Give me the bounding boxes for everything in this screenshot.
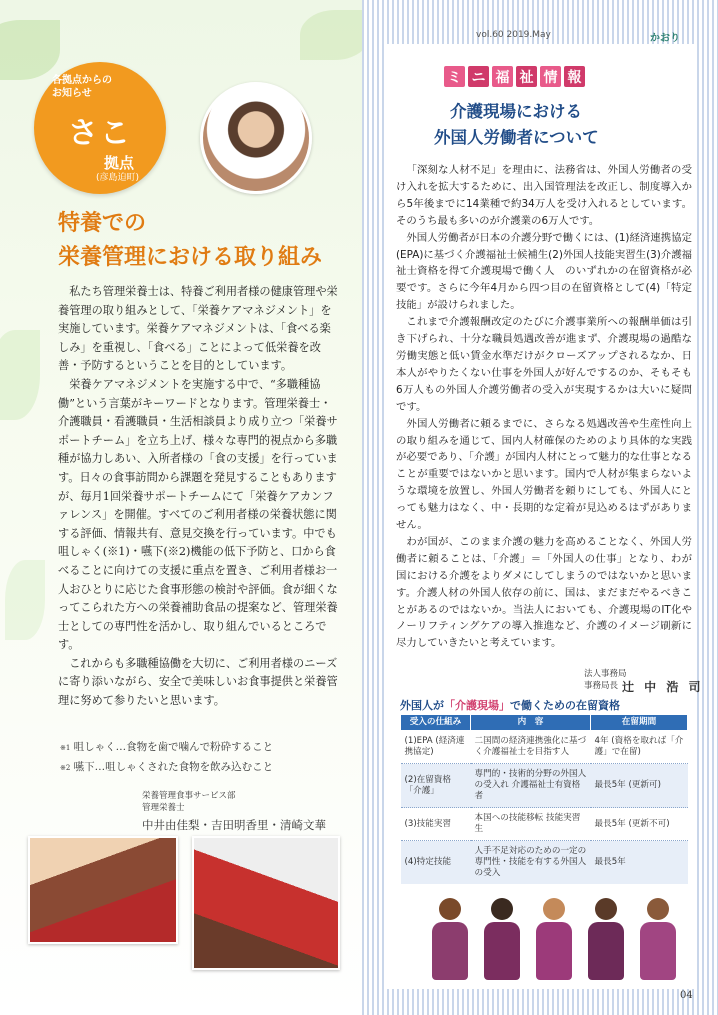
person-illustration — [536, 898, 572, 980]
author-signature — [142, 790, 326, 833]
signature-title: 事務局長 — [584, 681, 619, 691]
person-illustration — [484, 898, 520, 980]
paragraph: わが国が、このまま介護の魅力を高めることなく、外国人労働者に頼ることは、「介護」＝「外国人の仕事」となり、わが国における介護をよりダメにしてしまうのではないかと思います。介護人材の外国人依存の前に、国は、まだまだやるべきことがあるのではないか。当法人においても、介護現場のIT化やノーリフティングケアの導入推進など、介護のイメージ刷新に尽力していきたいと考えています。 — [396, 535, 692, 650]
footnote-text: 咀しゃく…食物を歯で噛んで粉砕すること — [73, 741, 274, 753]
table-header: 受入の仕組み — [401, 715, 471, 731]
leaf-decoration — [0, 20, 60, 80]
table-header: 在留期間 — [591, 715, 688, 731]
section-label-char: 祉 — [516, 66, 537, 87]
section-label-char: 情 — [540, 66, 561, 87]
table-cell: 4年 (資格を取れば「介護」で在留) — [591, 731, 688, 764]
section-label-char: 福 — [492, 66, 513, 87]
badge-location: (彦島迫町) — [96, 173, 140, 183]
meeting-photo — [28, 836, 178, 944]
footnotes — [60, 738, 273, 778]
magazine-name: かおり — [650, 33, 680, 44]
staff-photo — [192, 836, 340, 970]
paragraph: 外国人労働者が日本の介護分野で働くには、(1)経済連携協定(EPA)に基づく介護福祉士候補生(2)外国人技能実習生(3)介護福祉士資格を得て介護現場で働く人 のいずれかの在留資格が必要です。さらに今年4月から四つ目の在留資格として(4)「特定技能」が設けられました。 — [396, 231, 692, 312]
staff-portrait-photo — [200, 82, 312, 194]
paragraph: これからも多職種協働を大切に、ご利用者様のニーズに寄り添いながら、安全で美味しいお食事提供と栄養管理に努めて参りたいと思います。 — [58, 656, 338, 708]
paragraph: 私たち管理栄養士は、特養ご利用者様の健康管理や栄養管理の取り組みとして、「栄養ケアマネジメント」を実施しています。栄養ケアマネジメントは、「食べる楽しみ」を重視し、「食べる」ことによって低栄養を改善・予防するということを目的としています。 — [58, 285, 338, 373]
table-cell: (3)技能実習 — [401, 808, 471, 841]
author-names: 中井由佳梨・吉田明香里・清崎文華 — [142, 818, 326, 832]
signature-org: 法人事務局 — [584, 669, 627, 679]
table-cell: 最長5年 (更新不可) — [591, 808, 688, 841]
residence-status-table — [400, 714, 688, 884]
paragraph: 「深刻な人材不足」を理由に、法務省は、外国人労働者の受け入れを拡大するために、出入国管理法を改正し、制度導入から5年後までに14業種で約34万人を受け入れるとしています。そのうち最も多いのが介護業の6万人です。 — [396, 164, 692, 227]
footnote-mark: ※1 — [60, 744, 71, 752]
table-row — [401, 764, 688, 808]
section-label-char: ニ — [468, 66, 489, 87]
table-header-row — [401, 715, 688, 731]
footnote — [60, 738, 273, 758]
article-title-line1: 特養での — [58, 210, 147, 236]
headline-line2: 外国人労働者について — [434, 128, 599, 147]
table-cell: (1)EPA (経済連携協定) — [401, 731, 471, 764]
headline-line1: 介護現場における — [450, 102, 582, 121]
paragraph: 外国人労働者に頼るまでに、さらなる処遇改善や生産性向上の取り組みを通じて、国内人材確保のためのより具体的な実践が必要であり、「介護」が国内人材にとって魅力的な仕事となることが重要ではないかと思います。国内で人材が集まらないような環境を放置し、外国人労働者を頼りにしても、外国人にとっても魅力はなく、中・長期的な定着が見込めるはずがありません。 — [396, 417, 692, 532]
issue-label: vol.60 2019.May — [476, 30, 551, 40]
column-body — [396, 162, 692, 652]
table-cell: 専門的・技術的分野の外国人の受入れ 介護福祉士有資格者 — [471, 764, 591, 808]
table-title-pre: 外国人が — [400, 699, 444, 712]
job-title: 管理栄養士 — [142, 803, 185, 813]
footnote-mark: ※2 — [60, 764, 71, 772]
person-illustration — [640, 898, 676, 980]
section-label-char: 報 — [564, 66, 585, 87]
table-cell: 本国への技能移転 技能実習生 — [471, 808, 591, 841]
badge-caption: 各拠点からの お知らせ — [52, 75, 112, 99]
care-workers-illustration — [426, 880, 686, 980]
table-title-post: で働くための在留資格 — [510, 699, 620, 712]
table-header: 内 容 — [471, 715, 591, 731]
table-title-highlight: 「介護現場」 — [444, 699, 510, 712]
table-row — [401, 731, 688, 764]
person-illustration — [588, 898, 624, 980]
section-label — [444, 66, 585, 87]
table-cell: 最長5年 — [591, 841, 688, 885]
table-cell: 最長5年 (更新可) — [591, 764, 688, 808]
footnote-text: 嚥下…咀しゃくされた食物を飲み込むこと — [73, 761, 274, 773]
table-cell: 二国間の経済連携強化に基づく介護福祉士を目指す人 — [471, 731, 591, 764]
signature-name: 辻 中 浩 司 — [622, 680, 704, 694]
badge-kyoten: 拠点 — [104, 154, 135, 172]
table-row — [401, 841, 688, 885]
location-badge — [34, 62, 166, 194]
paragraph: 栄養ケアマネジメントを実施する中で、“多職種協働”という言葉がキーワードとなります。管理栄養士・介護職員・看護職員・生活相談員より成り立つ「栄養サポートチーム」を立ち上げ、様々な専門的視点から多職種が協力しあい、入所者様の「食の支援」を行っています。日々の食事訪問から課題を発見することもありますが、毎月1回栄養サポートチームにて「栄養ケアカンファレンス」を開催。すべてのご利用者様の栄養状態に関する評価、情報共有、意見交換を行っています。中でも咀しゃく(※1)・嚥下(※2)機能の低下予防と、口から食べることに向けての支援に重点を置き、ご利用者様お一人おひとりに応じた食事形態の検討や評価。食が細くなってこられた方への栄養補助食品の提案など、管理栄養士としての専門性を活かし、取り組んでいるところです。 — [58, 377, 338, 652]
table-cell: (2)在留資格 「介護」 — [401, 764, 471, 808]
table-cell: 人手不足対応のための一定の専門性・技能を有する外国人の受入 — [471, 841, 591, 885]
person-illustration — [432, 898, 468, 980]
table-cell: (4)特定技能 — [401, 841, 471, 885]
badge-name: さこ — [68, 116, 132, 151]
leaf-decoration — [5, 560, 45, 640]
paragraph: これまで介護報酬改定のたびに介護事業所への報酬単価は引き下げられ、十分な職員処遇改善が進まず、介護現場の過酷な労働実態と低い賃金水準だけがクローズアップされるなか、日本人がやりたくない仕事を外国人が好んでするのか、そもそも6万人もの外国人介護労働者の受入が実現するかは大いに疑問です。 — [396, 316, 692, 413]
article-title-line2: 栄養管理における取り組み — [58, 240, 322, 271]
department: 栄養管理食事サービス部 — [142, 791, 236, 801]
section-label-char: ミ — [444, 66, 465, 87]
footnote — [60, 758, 273, 778]
leaf-decoration — [300, 10, 362, 60]
article-body — [58, 283, 342, 711]
table-title — [400, 697, 620, 713]
leaf-decoration — [0, 330, 40, 420]
table-row — [401, 808, 688, 841]
page-number: 04 — [680, 990, 693, 1001]
column-signature — [584, 668, 704, 694]
